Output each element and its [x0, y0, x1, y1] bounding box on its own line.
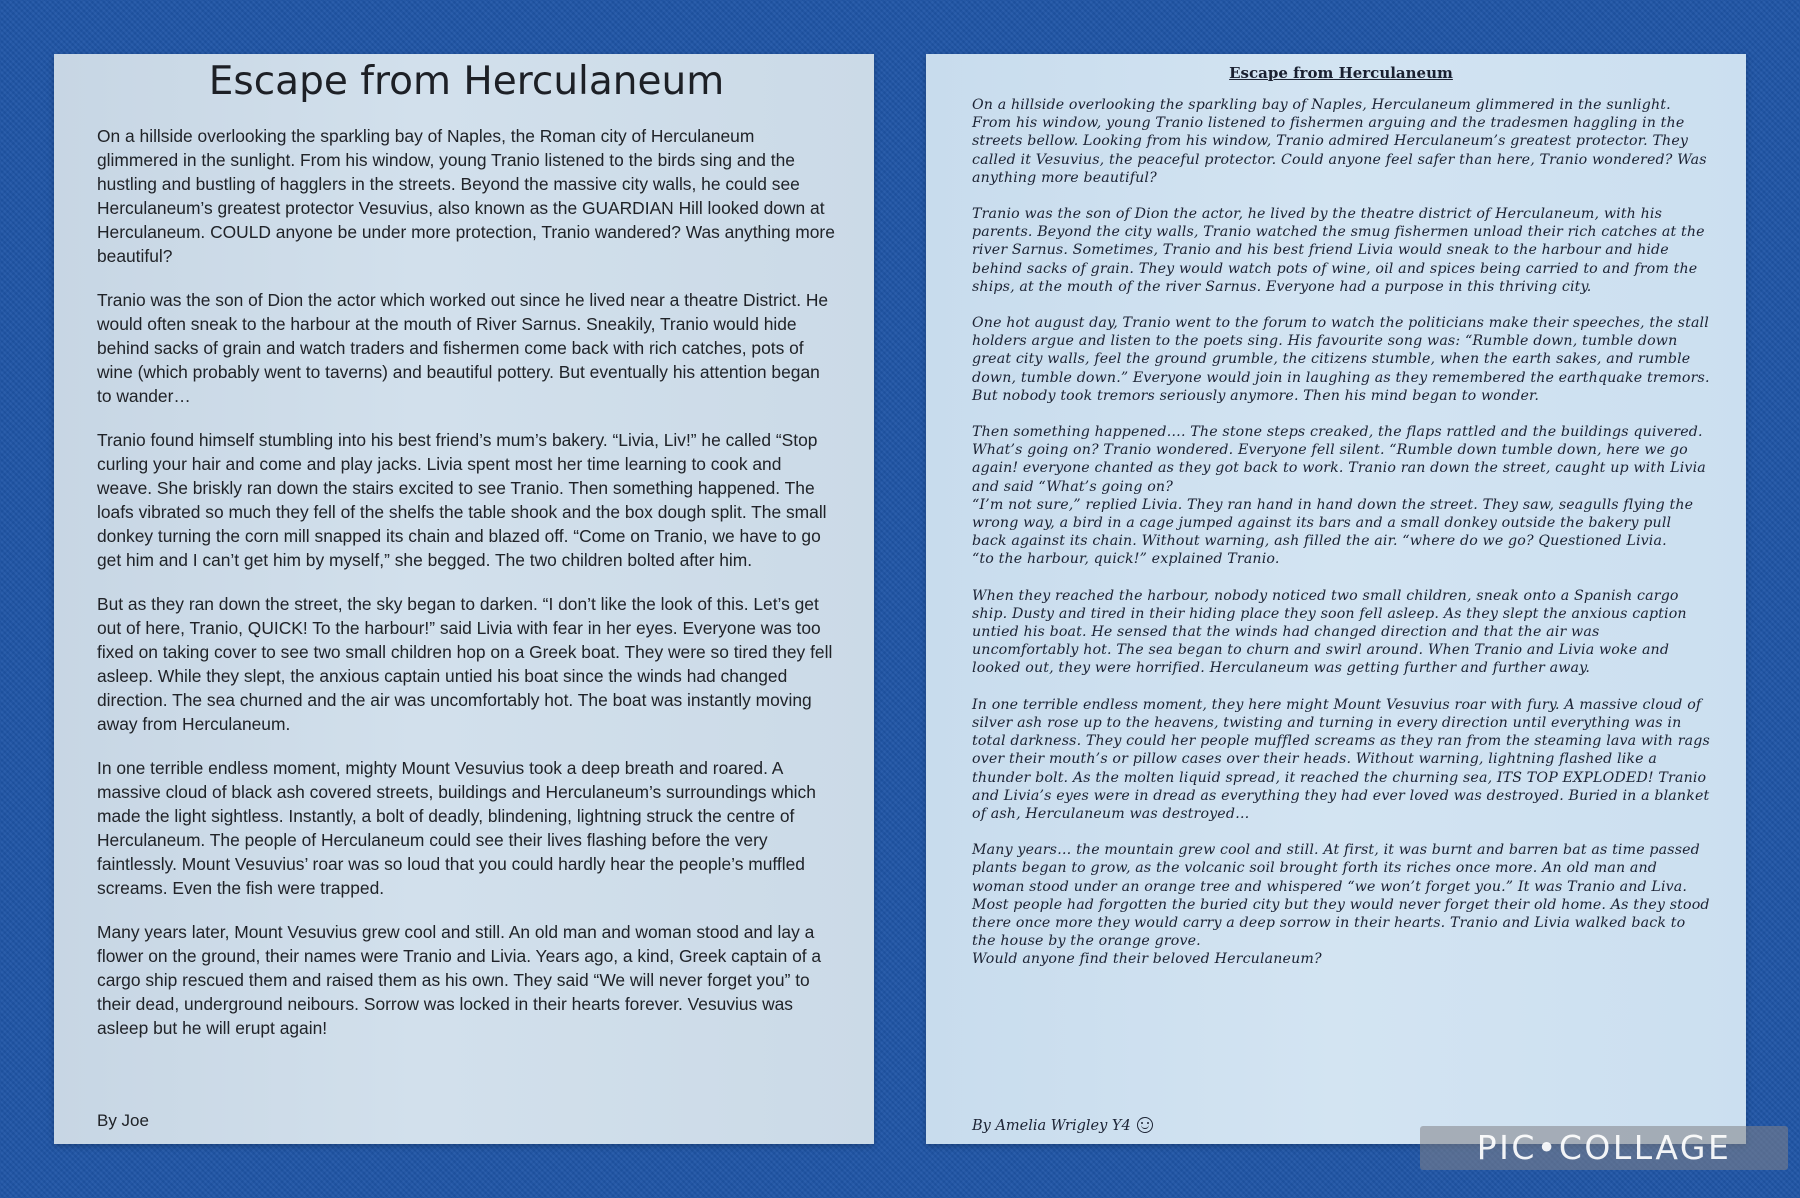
right-page-title: Escape from Herculaneum — [1229, 64, 1453, 82]
left-paragraph-6: Many years later, Mount Vesuvius grew cool and still. An old man and woman stood and lay a flower on the ground, their names were Tranio and Livia. Years ago, a kind, Greek captain of a cargo ship rescued them and raised them as his own. They said “We will never forget you” to their dead, underground neibours. Sorrow was locked in their hearts forever. Vesuvius was asleep but he will erupt again! — [97, 922, 822, 1038]
right-paragraph-5: When they reached the harbour, nobody noticed two small children, sneak onto a Spanish cargo ship. Dusty and tired in their hiding place they soon fell asleep. As they slept the anxious caption untied his boat. He sensed that the winds had changed direction and that the air was uncomfortably hot. The sea began to churn and swirl around. When Tranio and Livia woke and looked out, they were horrified. Herculaneum was getting further and further away. — [972, 587, 1687, 677]
left-page-body — [97, 124, 836, 1040]
right-page-byline: By Amelia Wrigley Y4 — [972, 1118, 1131, 1134]
right-paragraph-1: On a hillside overlooking the sparkling bay of Naples, Herculaneum glimmered in the sunlight. From his window, young Tranio listened to fishermen arguing and the tradesmen haggling in the streets bellow. Looking from his window, Tranio admired Herculaneum’s greatest protector. They called it Vesuvius, the peaceful protector. Could anyone feel safer than here, Tranio wondered? Was anything more beautiful? — [972, 97, 1707, 186]
right-page-body — [972, 96, 1710, 969]
right-paragraph-2: Tranio was the son of Dion the actor, he lived by the theatre district of Herculaneum, with his parents. Beyond the city walls, Tranio watched the smug fishermen unload their rich catches at the river Sarnus. Sometimes, Tranio and his best friend Livia would sneak to the harbour and hide behind sacks of grain. They would watch pots of wine, oil and spices being carried to and from the ships, at the mouth of the river Sarnus. Everyone had a purpose in this thriving city. — [972, 206, 1705, 295]
left-story-page — [54, 54, 874, 1144]
left-paragraph-2: Tranio was the son of Dion the actor which worked out since he lived near a theatre District. He would often sneak to the harbour at the mouth of River Sarnus. Sneakily, Tranio would hide behind sacks of grain and watch traders and fishermen come back with rich catches, pots of wine (which probably went to taverns) and beautiful pottery. But eventually his attention began to wander… — [97, 290, 829, 406]
right-paragraph-6: In one terrible endless moment, they here might Mount Vesuvius roar with fury. A massive cloud of silver ash rose up to the heavens, twisting and turning in every direction until everything was in total darkness. They could her people muffled screams as they ran from the steaming lava with rags over their mouth’s or pillow cases over their heads. Without warning, lightning flashed like a thunder bolt. As the molten liquid spread, it reached the churning sea, ITS TOP EXPLODED! Tranio and Livia’s eyes were in dread as everything they had ever loved was destroyed. Buried in a blanket of ash, Herculaneum was destroyed… — [972, 696, 1710, 822]
left-paragraph-5: In one terrible endless moment, mighty Mount Vesuvius took a deep breath and roared. A massive cloud of black ash covered streets, buildings and Herculaneum’s surroundings which made the light sightless. Instantly, a bolt of deadly, blindening, lightning struck the centre of Herculaneum. The people of Herculaneum could see their lives flashing before the very faintlessly. Mount Vesuvius’ roar was so loud that you could hardly hear the people’s muffled screams. Even the fish were trapped. — [97, 758, 816, 898]
pic-collage-watermark: PIC•COLLAGE — [1420, 1126, 1788, 1170]
smiley-face-icon — [1137, 1117, 1153, 1133]
right-paragraph-7: Many years… the mountain grew cool and still. At first, it was burnt and barren bat as time passed plants began to grow, as the volcanic soil brought forth its riches once more. An old man and woman stood under an orange tree and whispered “we won’t forget you.” It was Tranio and Liva. Most people had forgotten the buried city but they would never forget their old home. As they stood there once more they would carry a deep sorrow in their hearts. Tranio and Livia walked back to the house by the orange grove. Would anyone find their beloved Herculaneum? — [972, 842, 1710, 968]
right-story-page — [926, 54, 1746, 1144]
left-page-title: Escape from Herculaneum — [208, 59, 725, 104]
right-paragraph-4: Then something happened…. The stone steps creaked, the flaps rattled and the buildings quivered. What’s going on? Tranio wondered. Everyone fell silent. “Rumble down tumble down, here we go again! everyone chanted as they got back to work. Tranio ran down the street, caught up with Livia and said “What’s going on? “I’m not sure,” replied Livia. They ran hand in hand down the street. They saw, seagulls flying the wrong way, a bird in a cage jumped against its bars and a small donkey outside the bakery pull back against its chain. Without warning, ash filled the air. “where do we go? Questioned Livia. “to the harbour, quick!” explained Tranio. — [972, 424, 1706, 568]
left-paragraph-1: On a hillside overlooking the sparkling bay of Naples, the Roman city of Herculaneum glimmered in the sunlight. From his window, young Tranio listened to the birds sing and the hustling and bustling of hagglers in the streets. Beyond the massive city walls, he could see Herculaneum’s greatest protector Vesuvius, also known as the GUARDIAN Hill looked down at Herculaneum. COULD anyone be under more protection, Tranio wandered? Was anything more beautiful? — [97, 126, 835, 266]
right-paragraph-3: One hot august day, Tranio went to the forum to watch the politicians make their speeches, the stall holders argue and listen to the poets sing. His favourite song was: “Rumble down, tumble down great city walls, feel the ground grumble, the citizens stumble, when the earth sakes, and rumble down, tumble down.” Everyone would join in laughing as they remembered the earthquake tremors. But nobody took tremors seriously anymore. Then his mind began to wonder. — [972, 315, 1710, 404]
left-page-byline: By Joe — [97, 1111, 149, 1130]
left-paragraph-4: But as they ran down the street, the sky began to darken. “I don’t like the look of this. Let’s get out of here, Tranio, QUICK! To the harbour!” said Livia with fear in her eyes. Everyone was too fixed on taking cover to see two small children hop on a Greek boat. They were so tired they fell asleep. While they slept, the anxious captain untied his boat since the winds had changed direction. The sea churned and the air was uncomfortably hot. The boat was instantly moving away from Herculaneum. — [97, 594, 833, 734]
right-page-byline-wrap — [972, 1117, 1153, 1134]
left-paragraph-3: Tranio found himself stumbling into his best friend’s mum’s bakery. “Livia, Liv!” he called “Stop curling your hair and come and play jacks. Livia spent most her time learning to cook and weave. She briskly ran down the stairs excited to see Tranio. Then something happened. The loafs vibrated so much they fell of the shelfs the table shook and the box dough split. The small donkey turning the corn mill snapped its chain and blazed off. “Come on Tranio, we have to go get him and I can’t get him by myself,” she begged. The two children bolted after him. — [97, 430, 827, 570]
